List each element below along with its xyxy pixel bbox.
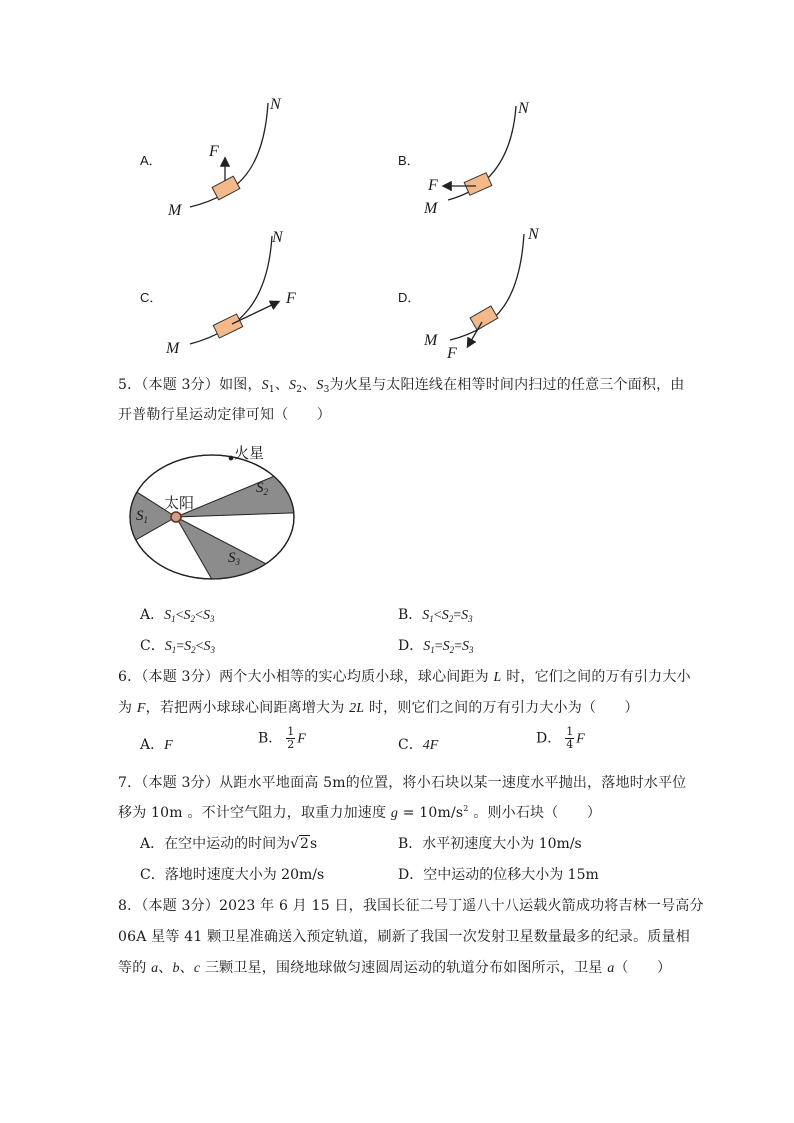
option-letter: C． bbox=[140, 290, 163, 305]
point-m-label: M bbox=[424, 200, 438, 217]
q5-option-b[interactable]: B．$S_1<S_2=S_3$ bbox=[398, 607, 473, 624]
area-s1-label: $S_1$ bbox=[136, 508, 148, 525]
q6-option-b[interactable]: B． $\frac{1}{2}$ F bbox=[258, 725, 306, 751]
force-label: F bbox=[209, 143, 219, 160]
option-text: $S_1=S_2=S_3$ bbox=[423, 639, 474, 655]
point-n-label: N bbox=[270, 96, 281, 113]
q6-option-a[interactable]: A．F bbox=[140, 737, 173, 753]
q7-option-c[interactable]: C．落地时速度大小为 20m/s bbox=[140, 867, 325, 883]
q6-option-c[interactable]: C．4F bbox=[398, 737, 439, 753]
option-letter: A． bbox=[140, 153, 162, 168]
q6-stem-line1: 6．（本题 3分）两个大小相等的实心均质小球，球心间距为 L 时，它们之间的万有引力大小 bbox=[118, 669, 691, 685]
point-m-label: M bbox=[166, 340, 180, 357]
q8-stem-line2: 06A 星等 41 颗卫星准确送入预定轨道，刷新了我国一次发射卫星数量最多的纪录。质量相 bbox=[118, 929, 690, 945]
force-label: F bbox=[428, 177, 438, 194]
q7-option-a[interactable]: A．在空中运动的时间为√2s bbox=[140, 836, 318, 852]
fraction: $\frac{1}{4}$ bbox=[566, 725, 574, 751]
sun-label: 太阳 bbox=[164, 495, 195, 512]
mars-marker bbox=[229, 456, 234, 461]
q8-stem-line3: 等的 a、b、c 三颗卫星，围绕地球做匀速圆周运动的轨道分布如图所示，卫星 a（ ） bbox=[118, 960, 672, 976]
sqrt-symbol: √2 bbox=[290, 836, 309, 852]
area-s3-label: $S_3$ bbox=[228, 550, 240, 567]
q5-stem-line2: 开普勒行星运动定律可知（ ） bbox=[118, 407, 331, 423]
point-n-label: N bbox=[518, 100, 529, 117]
q5-stem-line1: 5．（本题 3分）如图，$S_1$、$S_2$、$S_3$为火星与太阳连线在相等时间内扫过的任意三个面积，由 bbox=[118, 377, 685, 395]
option-letter: B． bbox=[398, 153, 420, 168]
q7-option-d[interactable]: D．空中运动的位移大小为 15m bbox=[398, 867, 599, 883]
q5-option-c[interactable]: C．$S_1=S_2<S_3$ bbox=[140, 638, 216, 655]
q5-option-a[interactable]: A．$S_1<S_2<S_3$ bbox=[140, 607, 215, 624]
q6-option-d[interactable]: D． $\frac{1}{4}$ F bbox=[536, 725, 585, 751]
curve-figure-c bbox=[160, 230, 320, 360]
q7-option-b[interactable]: B．水平初速度大小为 10m/s bbox=[398, 836, 582, 852]
force-label: F bbox=[286, 290, 296, 307]
q7-stem-line2: 移为 10m 。不计空气阻力，取重力加速度 $g = 10m/s^2$ 。则小石块（ ） bbox=[118, 804, 602, 821]
option-text: $S_1<S_2=S_3$ bbox=[422, 608, 473, 624]
point-n-label: N bbox=[272, 229, 283, 246]
option-text: $S_1<S_2<S_3$ bbox=[164, 608, 215, 624]
sun-marker bbox=[171, 512, 181, 522]
q7-stem-line1: 7．（本题 3分）从距水平地面高 5m的位置，将小石块以某一速度水平抛出，落地时水平位 bbox=[118, 775, 687, 791]
area-s2-label: $S_2$ bbox=[256, 480, 268, 497]
option-letter: D． bbox=[398, 290, 421, 305]
fraction: $\frac{1}{2}$ bbox=[287, 725, 295, 751]
curve-figure-d bbox=[420, 228, 560, 368]
point-m-label: M bbox=[424, 332, 438, 349]
mars-label: 火星 bbox=[234, 445, 265, 462]
q8-stem-line1: 8．（本题 3分）2023 年 6 月 15 日，我国长征二号丁遥八十八运载火箭成功将吉林一号高分 bbox=[118, 898, 704, 914]
q5-option-d[interactable]: D．$S_1=S_2=S_3$ bbox=[398, 638, 474, 655]
point-n-label: N bbox=[528, 226, 539, 243]
option-text: $S_1=S_2<S_3$ bbox=[164, 639, 216, 655]
force-label: F bbox=[447, 345, 457, 362]
curve-figure-b bbox=[420, 100, 550, 220]
point-m-label: M bbox=[168, 202, 182, 219]
q6-stem-line2: 为 F，若把两小球球心间距离增大为 2L 时，则它们之间的万有引力大小为（ ） bbox=[118, 700, 639, 716]
